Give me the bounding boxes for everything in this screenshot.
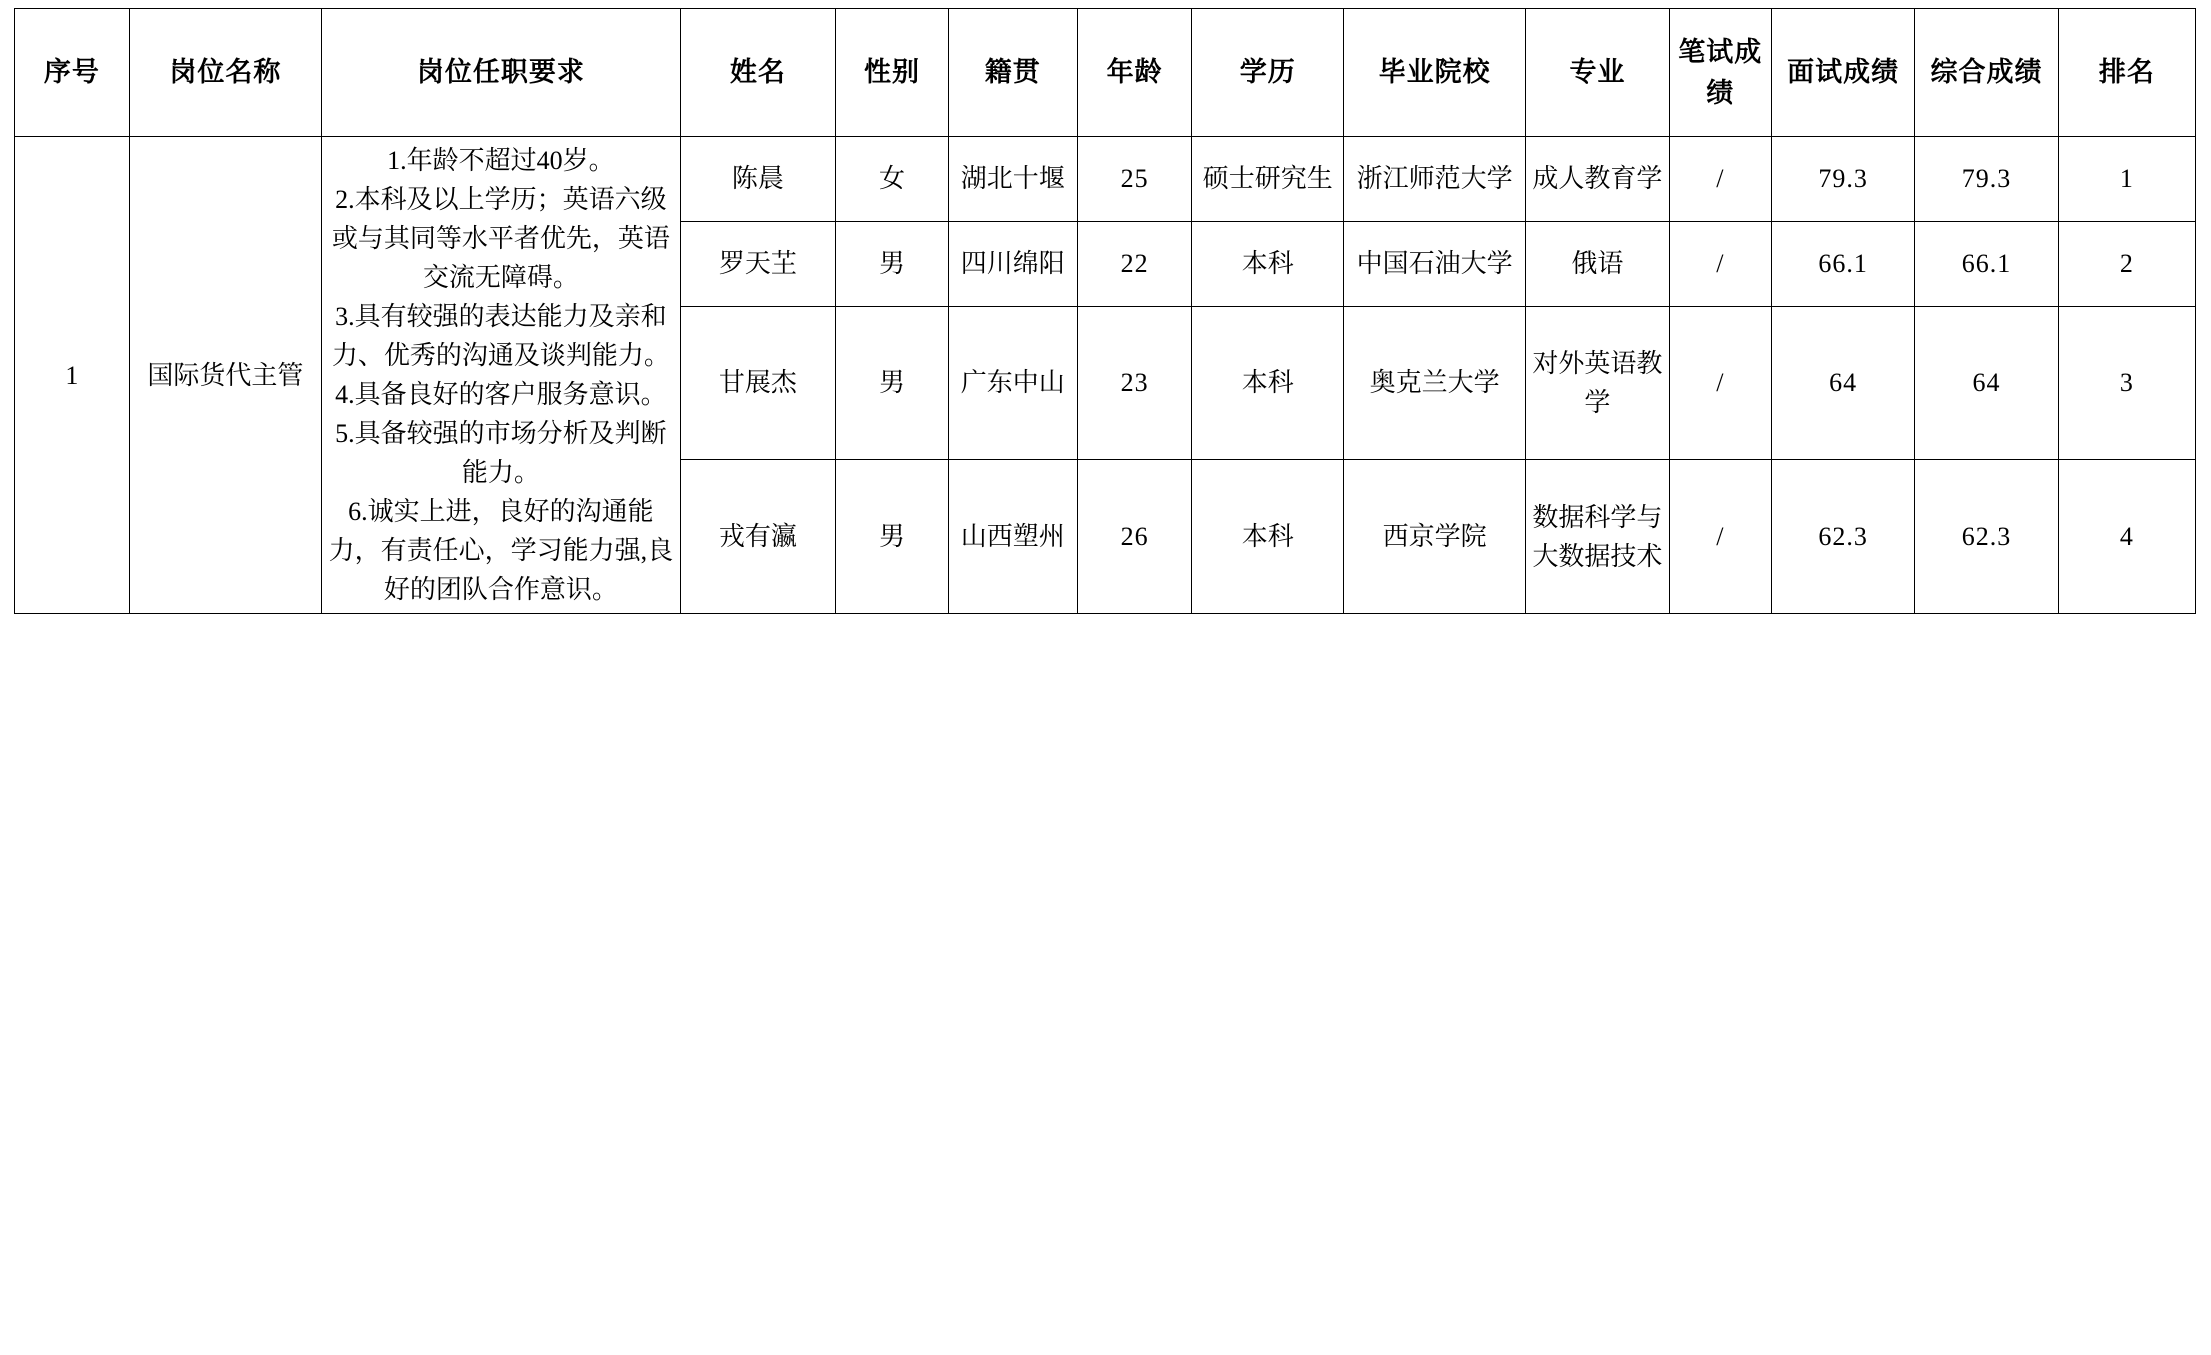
cell-name: 戎有瀛 [680, 460, 836, 614]
cell-total-score: 62.3 [1915, 460, 2058, 614]
header-gender: 性别 [836, 9, 949, 137]
cell-total-score: 66.1 [1915, 221, 2058, 306]
header-rank: 排名 [2058, 9, 2195, 137]
cell-requirements [322, 137, 680, 614]
header-education: 学历 [1192, 9, 1344, 137]
requirement-line: 4.具备良好的客户服务意识。 [335, 380, 667, 409]
header-name: 姓名 [680, 9, 836, 137]
table-header-row [15, 9, 2196, 137]
cell-name: 罗天芏 [680, 221, 836, 306]
cell-post-name: 国际货代主管 [129, 137, 322, 614]
cell-native-place: 湖北十堰 [948, 137, 1077, 222]
cell-education: 本科 [1192, 460, 1344, 614]
cell-rank: 1 [2058, 137, 2195, 222]
cell-school: 中国石油大学 [1344, 221, 1526, 306]
cell-major: 数据科学与大数据技术 [1526, 460, 1669, 614]
cell-rank: 2 [2058, 221, 2195, 306]
cell-native-place: 广东中山 [948, 306, 1077, 460]
requirement-line: 6.诚实上进，良好的沟通能力，有责任心，学习能力强,良好的团队合作意识。 [328, 497, 674, 604]
cell-school: 浙江师范大学 [1344, 137, 1526, 222]
cell-interview-score: 79.3 [1772, 137, 1915, 222]
cell-education: 本科 [1192, 221, 1344, 306]
cell-written-score: / [1669, 137, 1771, 222]
cell-school: 西京学院 [1344, 460, 1526, 614]
cell-native-place: 四川绵阳 [948, 221, 1077, 306]
cell-gender: 男 [836, 460, 949, 614]
cell-age: 25 [1077, 137, 1192, 222]
cell-school: 奥克兰大学 [1344, 306, 1526, 460]
cell-age: 23 [1077, 306, 1192, 460]
cell-total-score: 64 [1915, 306, 2058, 460]
cell-age: 26 [1077, 460, 1192, 614]
cell-total-score: 79.3 [1915, 137, 2058, 222]
cell-written-score: / [1669, 221, 1771, 306]
cell-education: 本科 [1192, 306, 1344, 460]
header-written-score: 笔试成绩 [1669, 9, 1771, 137]
cell-name: 甘展杰 [680, 306, 836, 460]
header-seq: 序号 [15, 9, 130, 137]
header-total-score: 综合成绩 [1915, 9, 2058, 137]
cell-major: 对外英语教学 [1526, 306, 1669, 460]
header-requirements: 岗位任职要求 [322, 9, 680, 137]
cell-major: 俄语 [1526, 221, 1669, 306]
requirement-line: 5.具备较强的市场分析及判断能力。 [335, 419, 667, 487]
cell-rank: 3 [2058, 306, 2195, 460]
header-major: 专业 [1526, 9, 1669, 137]
requirement-line: 1.年龄不超过40岁。 [387, 146, 615, 175]
header-native-place: 籍贯 [948, 9, 1077, 137]
cell-gender: 女 [836, 137, 949, 222]
cell-age: 22 [1077, 221, 1192, 306]
table-row [15, 137, 2196, 222]
header-interview-score: 面试成绩 [1772, 9, 1915, 137]
header-age: 年龄 [1077, 9, 1192, 137]
header-post-name: 岗位名称 [129, 9, 322, 137]
cell-major: 成人教育学 [1526, 137, 1669, 222]
document-sheet [0, 0, 2211, 614]
cell-native-place: 山西塑州 [948, 460, 1077, 614]
cell-written-score: / [1669, 306, 1771, 460]
cell-written-score: / [1669, 460, 1771, 614]
header-school: 毕业院校 [1344, 9, 1526, 137]
cell-gender: 男 [836, 306, 949, 460]
cell-interview-score: 66.1 [1772, 221, 1915, 306]
cell-name: 陈晨 [680, 137, 836, 222]
cell-rank: 4 [2058, 460, 2195, 614]
cell-education: 硕士研究生 [1192, 137, 1344, 222]
cell-seq: 1 [15, 137, 130, 614]
cell-gender: 男 [836, 221, 949, 306]
requirement-line: 2.本科及以上学历；英语六级或与其同等水平者优先，英语交流无障碍。 [331, 185, 670, 292]
cell-interview-score: 64 [1772, 306, 1915, 460]
requirement-line: 3.具有较强的表达能力及亲和力、优秀的沟通及谈判能力。 [331, 302, 670, 370]
cell-interview-score: 62.3 [1772, 460, 1915, 614]
candidate-results-table [14, 8, 2196, 614]
